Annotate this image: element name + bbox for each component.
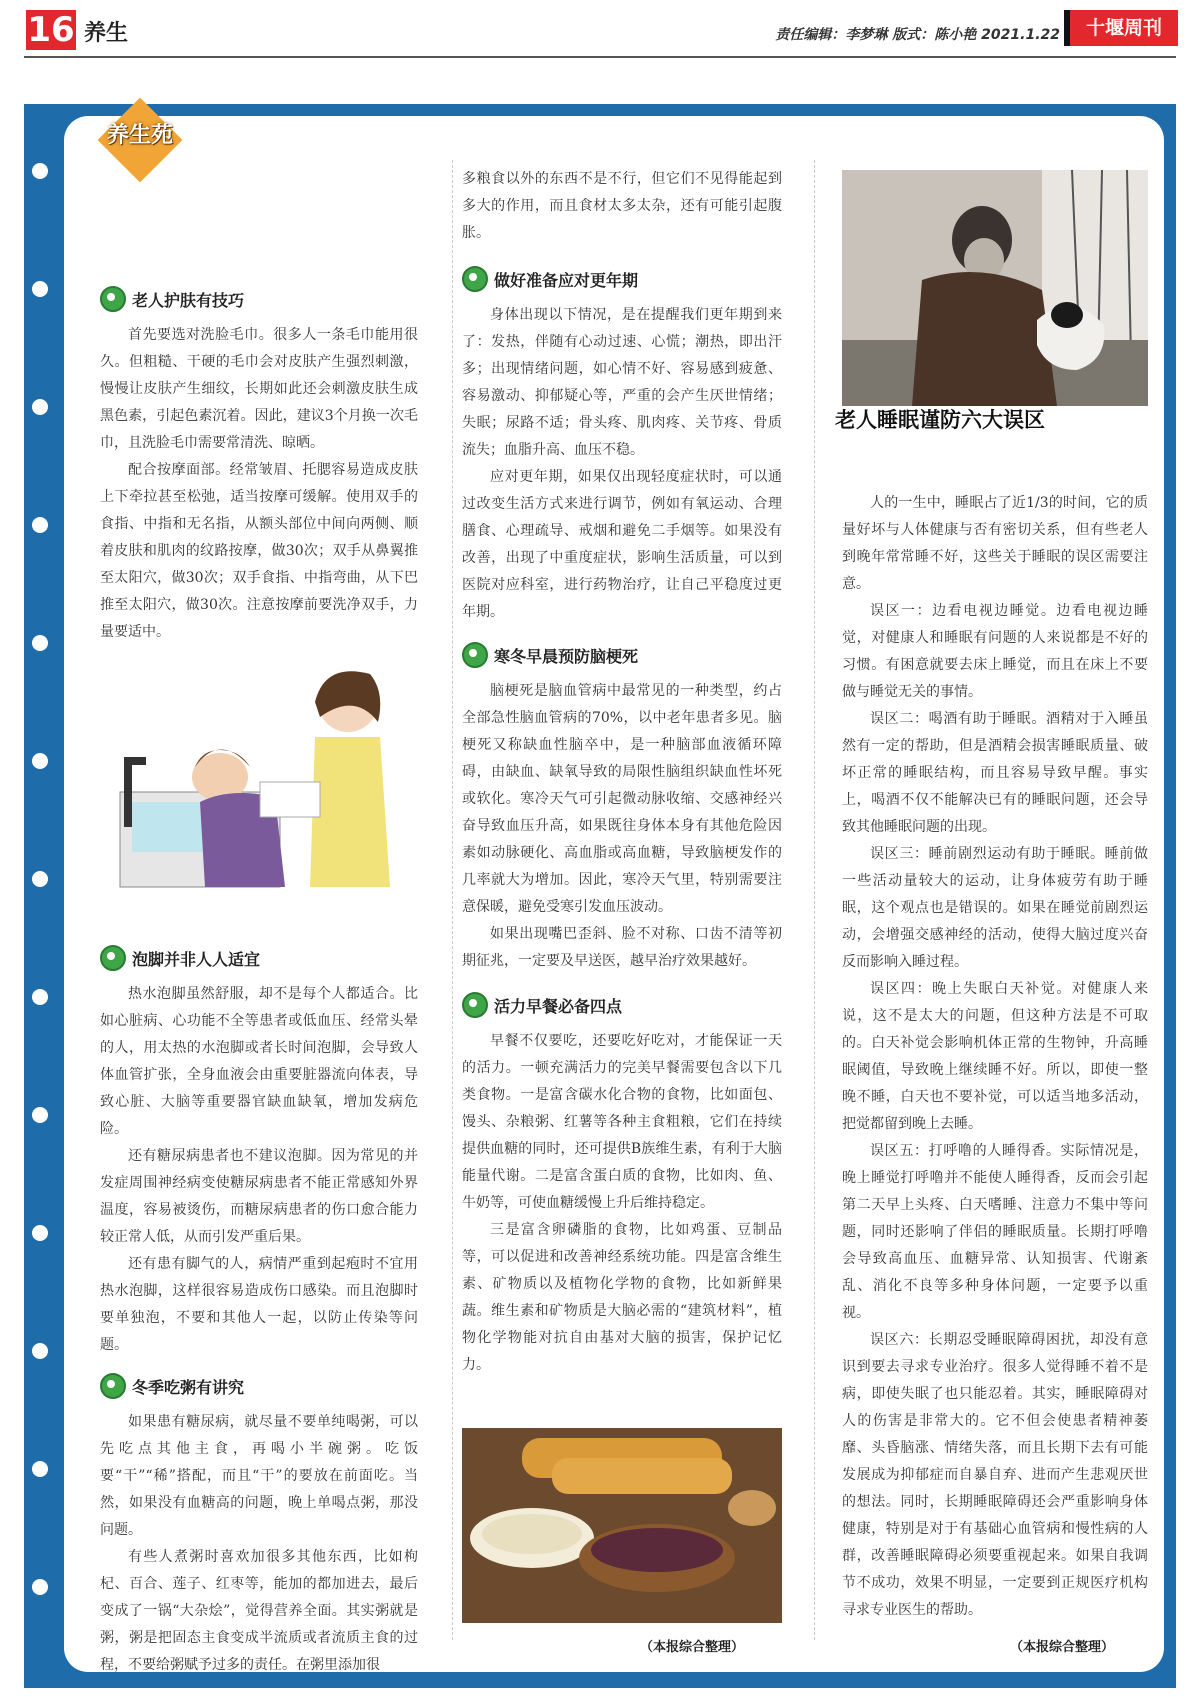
paragraph: 误区六：长期忍受睡眠障碍困扰，却没有意识到要去寻求专业治疗。很多人觉得睡不着不是病，即使失眠了也只能忍着。其实，睡眠障碍对人的伤害是非常大的。它不但会使患者精神萎靡、头昏脑涨、情绪失落，而且长期下去有可能发展成为抑郁症而自暴自弃、进而产生悲观厌世的想法。同时，长期睡眠障碍还会严重影响身体健康，特别是对于有基础心血管病和慢性病的人群，改善睡眠障碍必须要重视起来。如果自我调节不成功，效果不明显，一定要到正规医疗机构寻求专业医生的帮助。 [842, 1332, 1148, 1618]
binder-hole [32, 871, 48, 887]
header-rule [24, 56, 1176, 58]
photo-sleeping-elder [842, 170, 1148, 406]
source-credit: （本报综合整理） [640, 1640, 745, 1655]
photo-breakfast [462, 1428, 782, 1623]
article-cerebral-infarction [462, 642, 782, 975]
paragraph: 首先要选对洗脸毛巾。很多人一条毛巾能用很久。但粗糙、干硬的毛巾会对皮肤产生强烈刺激，慢慢让皮肤产生细纹，长期如此还会刺激皮肤生成黑色素，引起色素沉着。因此，建议3个月换一次毛巾，且洗脸毛巾需要常清洗、晾晒。 [100, 327, 418, 451]
feature-headline: 老人睡眠谨防六大误区 [835, 407, 1045, 432]
article-porridge-continued [462, 166, 782, 247]
newspaper-logo: 十堰周刊 [1064, 10, 1178, 46]
article-title: 寒冬早晨预防脑梗死 [462, 642, 782, 668]
article-porridge [100, 1373, 418, 1679]
article-foot-soak [100, 945, 418, 1359]
smiley-icon [462, 992, 488, 1018]
binder-hole [32, 1461, 48, 1477]
binder-hole [32, 517, 48, 533]
binder-hole [32, 163, 48, 179]
paragraph: 误区五：打呼噜的人睡得香。实际情况是，晚上睡觉打呼噜并不能使人睡得香，反而会引起第二天早上头疼、白天嗜睡、注意力不集中等问题，同时还影响了伴侣的睡眠质量。长期打呼噜会导致高血压、血糖异常、认知损害、代谢紊乱、消化不良等多种身体问题，一定要予以重视。 [842, 1143, 1148, 1321]
paragraph: 还有患有脚气的人，病情严重到起疱时不宜用热水泡脚，这样很容易造成伤口感染。而且泡脚时要单独泡，不要和其他人一起，以防止传染等问题。 [100, 1256, 418, 1353]
paragraph: 还有糖尿病患者也不建议泡脚。因为常见的并发症周围神经病变使糖尿病患者不能正常感知外界温度，容易被烫伤，而糖尿病患者的伤口愈合能力较正常人低，从而引发严重后果。 [100, 1148, 418, 1245]
badge-text: 养生苑 [106, 123, 173, 148]
binder-hole [32, 635, 48, 651]
smiley-icon [462, 266, 488, 292]
paragraph: 脑梗死是脑血管病中最常见的一种类型，约占全部急性脑血管病的70%，以中老年患者多见。脑梗死又称缺血性脑卒中，是一种脑部血液循环障碍，由缺血、缺氧导致的局限性脑组织缺血性坏死或软化。寒冷天气可引起微动脉收缩、交感神经兴奋导致血压升高，如果既往身体本身有其他危险因素如动脉硬化、高血脂或高血糖，导致脑梗发作的几率就大为增加。因此，寒冷天气里，特别需要注意保暖，避免受寒引发血压波动。 [462, 683, 782, 915]
article-title: 活力早餐必备四点 [462, 992, 782, 1018]
smiley-icon [462, 642, 488, 668]
illustration-face-washing-svg [110, 662, 410, 897]
smiley-icon [100, 1373, 126, 1399]
paragraph: 早餐不仅要吃，还要吃好吃对，才能保证一天的活力。一顿充满活力的完美早餐需要包含以下几类食物。一是富含碳水化合物的食物，比如面包、馒头、杂粮粥、红薯等各种主食粗粮，它们在持续提供血糖的同时，还可提供B族维生素，有利于大脑能量代谢。二是富含蛋白质的食物，比如肉、鱼、牛奶等，可使血糖缓慢上升后维持稳定。 [462, 1033, 782, 1211]
paragraph: 如果患有糖尿病，就尽量不要单纯喝粥，可以先吃点其他主食，再喝小半碗粥。吃饭要“干”“稀”搭配，而且“干”的要放在前面吃。当然，如果没有血糖高的问题，晚上单喝点粥，那没问题。 [100, 1414, 418, 1538]
article-title: 做好准备应对更年期 [462, 266, 782, 292]
article-sleep-myths [842, 490, 1148, 1624]
paragraph: 热水泡脚虽然舒服，却不是每个人都适合。比如心脏病、心功能不全等患者或低血压、经常头晕的人，用太热的水泡脚或者长时间泡脚，会导致人体血管扩张，全身血液会由重要脏器流向体表，导致心脏、大脑等重要器官缺血缺氧，增加发病危险。 [100, 986, 418, 1137]
article-title: 冬季吃粥有讲究 [100, 1373, 418, 1399]
paragraph: 三是富含卵磷脂的食物，比如鸡蛋、豆制品等，可以促进和改善神经系统功能。四是富含维生素、矿物质以及植物化学物的食物，比如新鲜果蔬。维生素和矿物质是大脑必需的“建筑材料”，植物化学物能对抗自由基对大脑的损害，保护记忆力。 [462, 1222, 782, 1373]
paragraph: 应对更年期，如果仅出现轻度症状时，可以通过改变生活方式来进行调节，例如有氧运动、合理膳食、心理疏导、戒烟和避免二手烟等。如果没有改善，出现了中重度症状，影响生活质量，可以到医院对应科室，进行药物治疗，让自己平稳度过更年期。 [462, 469, 782, 620]
binder-hole [32, 399, 48, 415]
page-header [0, 0, 1200, 60]
column-divider [814, 160, 815, 1640]
paragraph: 误区四：晚上失眠白天补觉。对健康人来说，这不是太大的问题，但这种方法是不可取的。白天补觉会影响机体正常的生物钟，升高睡眠阈值，导致晚上继续睡不好。所以，即使一整晚不睡，白天也不要补觉，可以适当地多活动，把觉都留到晚上去睡。 [842, 981, 1148, 1132]
editor-credits: 责任编辑：李梦琳 版式：陈小艳 2021.1.22 [775, 27, 1060, 43]
binder-hole [32, 1579, 48, 1595]
paragraph: 有些人煮粥时喜欢加很多其他东西，比如枸杞、百合、莲子、红枣等，能加的都加进去，最后变成了一锅“大杂烩”，觉得营养全面。其实粥就是粥，粥是把固态主食变成半流质或者流质主食的过程，不要给粥赋予过多的责任。在粥里添加很 [100, 1549, 418, 1673]
article-title: 泡脚并非人人适宜 [100, 945, 418, 971]
column-divider [452, 160, 453, 1640]
binder-hole [32, 281, 48, 297]
paragraph: 误区三：睡前剧烈运动有助于睡眠。睡前做一些活动量较大的运动，让身体疲劳有助于睡眠，这个观点也是错误的。如果在睡觉前剧烈运动，会增强交感神经的活动，使得大脑过度兴奋反而影响入睡过程。 [842, 846, 1148, 970]
photo-breakfast-svg [462, 1428, 782, 1623]
article-menopause [462, 266, 782, 626]
paragraph: 多粮食以外的东西不是不行，但它们不见得能起到多大的作用，而且食材太多太杂，还有可能引起腹胀。 [462, 171, 782, 241]
binder-hole [32, 989, 48, 1005]
article-breakfast [462, 992, 782, 1379]
paragraph: 人的一生中，睡眠占了近1/3的时间，它的质量好坏与人体健康与否有密切关系，但有些老人到晚年常常睡不好，这些关于睡眠的误区需要注意。 [842, 495, 1148, 592]
smiley-icon [100, 286, 126, 312]
paragraph: 误区二：喝酒有助于睡眠。酒精对于入睡虽然有一定的帮助，但是酒精会损害睡眠质量、破坏正常的睡眠结构，而且容易导致早醒。事实上，喝酒不仅不能解决已有的睡眠问题，还会导致其他睡眠问题的出现。 [842, 711, 1148, 835]
binder-hole [32, 753, 48, 769]
page-number: 16 [27, 10, 75, 50]
source-credit: （本报综合整理） [1010, 1640, 1115, 1655]
binder-hole [32, 1225, 48, 1241]
photo-sleeping-elder-svg [842, 170, 1148, 406]
paragraph: 配合按摩面部。经常皱眉、托腮容易造成皮肤上下牵拉甚至松弛，适当按摩可缓解。使用双手的食指、中指和无名指，从额头部位中间向两侧、顺着皮肤和肌肉的纹路按摩，做30次；双手从鼻翼推至太阳穴，做30次；双手食指、中指弯曲，从下巴推至太阳穴，做30次。注意按摩前要洗净双手，力量要适中。 [100, 462, 418, 640]
paragraph: 误区一：边看电视边睡觉。边看电视边睡觉，对健康人和睡眠有问题的人来说都是不好的习惯。有困意就要去床上睡觉，而且在床上不要做与睡觉无关的事情。 [842, 603, 1148, 700]
illustration-face-washing [110, 662, 410, 897]
paragraph: 如果出现嘴巴歪斜、脸不对称、口齿不清等初期征兆，一定要及早送医，越早治疗效果越好。 [462, 926, 782, 969]
smiley-icon [100, 945, 126, 971]
section-name: 养生 [84, 21, 129, 46]
paragraph: 身体出现以下情况，是在提醒我们更年期到来了：发热，伴随有心动过速、心慌；潮热，即出汗多；出现情绪问题，如心情不好、容易感到疲惫、容易激动、抑郁疑心等，严重的会产生厌世情绪；失眠；尿路不适；骨头疼、肌肉疼、关节疼、骨质流失；血脂升高、血压不稳。 [462, 307, 782, 458]
article-title: 老人护肤有技巧 [100, 286, 418, 312]
binder-hole [32, 1343, 48, 1359]
binder-hole [32, 1107, 48, 1123]
article-skin-care [100, 286, 418, 646]
column-badge [96, 96, 184, 184]
